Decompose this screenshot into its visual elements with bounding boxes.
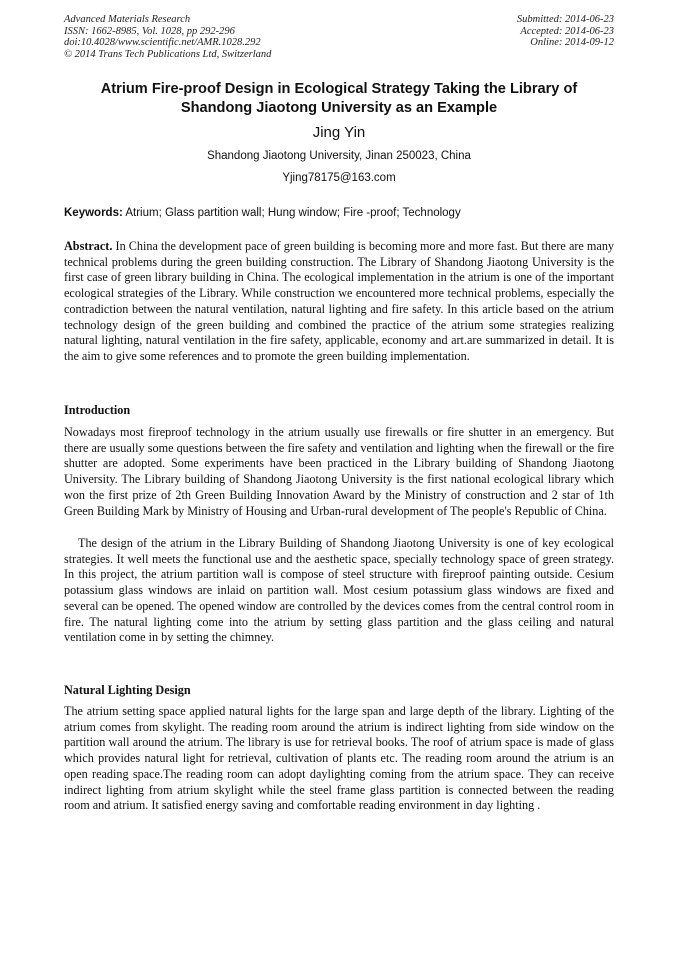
author-email[interactable]: Yjing78175@163.com — [282, 172, 396, 184]
keywords-text: Atrium; Glass partition wall; Hung window; Fire -proof; Technology — [125, 207, 461, 219]
natural-lighting-paragraph-1: The atrium setting space applied natural lights for the large span and large depth of the library. Lighting of the atrium comes from skylight. The reading room around the atrium is indirect lighting from side window on the partition wall around the atrium. The library is use for retrieval books. The roof of atrium space is made of glass which provides natural light for retrieval, cultivation of plants etc. The reading room around the atrium is an open reading space.The reading room can adopt daylighting coming from the atrium space. They can receive indirect lighting from atrium skylight while the steel frame glass partition is connected between the reading room and atrium. It satisfied energy saving and comfortable reading environment in day lighting . — [64, 704, 614, 813]
online-date: Online: 2014-09-12 — [530, 37, 614, 48]
journal-copyright: © 2014 Trans Tech Publications Ltd, Switzerland — [64, 48, 272, 60]
abstract-paragraph — [64, 239, 614, 365]
keywords-label: Keywords: — [64, 207, 123, 219]
journal-issn: ISSN: 1662-8985, Vol. 1028, pp 292-296 — [64, 25, 235, 37]
accepted-date: Accepted: 2014-06-23 — [520, 25, 614, 37]
keywords-line — [64, 206, 614, 220]
journal-dates-right — [517, 14, 614, 49]
paper-title: Atrium Fire-proof Design in Ecological Strategy Taking the Library of Shandong Jiaotong University as an Example — [100, 81, 578, 116]
journal-name: Advanced Materials Research — [64, 14, 191, 25]
paper-author: Jing Yin — [312, 124, 366, 141]
introduction-paragraph-1: Nowadays most fireproof technology in the atrium usually use firewalls or fire shutter in an emergency. But there are usually some questions between the fire safety and ventilation and lighting when the firewall or the fire shutter are adopted. Some experiments have been practiced in the Library building of Shandong Jiaotong University. The Library building of Shandong Jiaotong University is the first national ecological library which won the first prize of 2th Green Building Innovation Award by the Ministry of construction and 2 star of 1th Green Building Mark by Ministry of Housing and Urban-rural development of The people's Republic of China. — [64, 425, 614, 518]
introduction-heading: Introduction — [64, 403, 131, 417]
introduction-paragraph-2: The design of the atrium in the Library Building of Shandong Jiaotong University is one of key ecological strategies. It well meets the functional use and the aesthetic space, specially technology space of green strategy. In this project, the atrium partition wall is compose of steel structure with fireproof painting outside. Cesium potassium glass windows are inlaid on partition wall. Most cesium potassium glass windows are fixed and several can be opened. The opened window are controlled by the devices comes from the central control room in fire. The natural lighting come into the atrium by setting glass partition and the glass ceiling and natural ventilation come in by setting the chimney. — [64, 536, 614, 645]
submitted-date: Submitted: 2014-06-23 — [516, 14, 614, 25]
author-affiliation: Shandong Jiaotong University, Jinan 250023, China — [207, 150, 471, 162]
abstract-label: Abstract. — [64, 239, 113, 253]
journal-info-left — [64, 14, 271, 60]
natural-lighting-heading: Natural Lighting Design — [64, 683, 191, 697]
journal-doi[interactable]: doi:10.4028/www.scientific.net/AMR.1028.292 — [64, 37, 261, 48]
abstract-text: In China the development pace of green building is becoming more and more fast. But there are many technical problems during the green building construction. The Library of Shandong Jiaotong University is the first case of green library building in China. The ecological implementation in the atrium is one of the important ecological strategies of the Library. While construction we encountered more technical problems, especially the contradiction between the natural ventilation, natural lighting and fire safety. In this article based on the atrium technology design of the green building and combined the practice of the atrium some strategies realizing natural lighting, natural ventilation in the fire safety, applicable, economy and art.are summarized in detail. It is the aim to give some references and to promote the green building implementation. — [64, 239, 615, 363]
